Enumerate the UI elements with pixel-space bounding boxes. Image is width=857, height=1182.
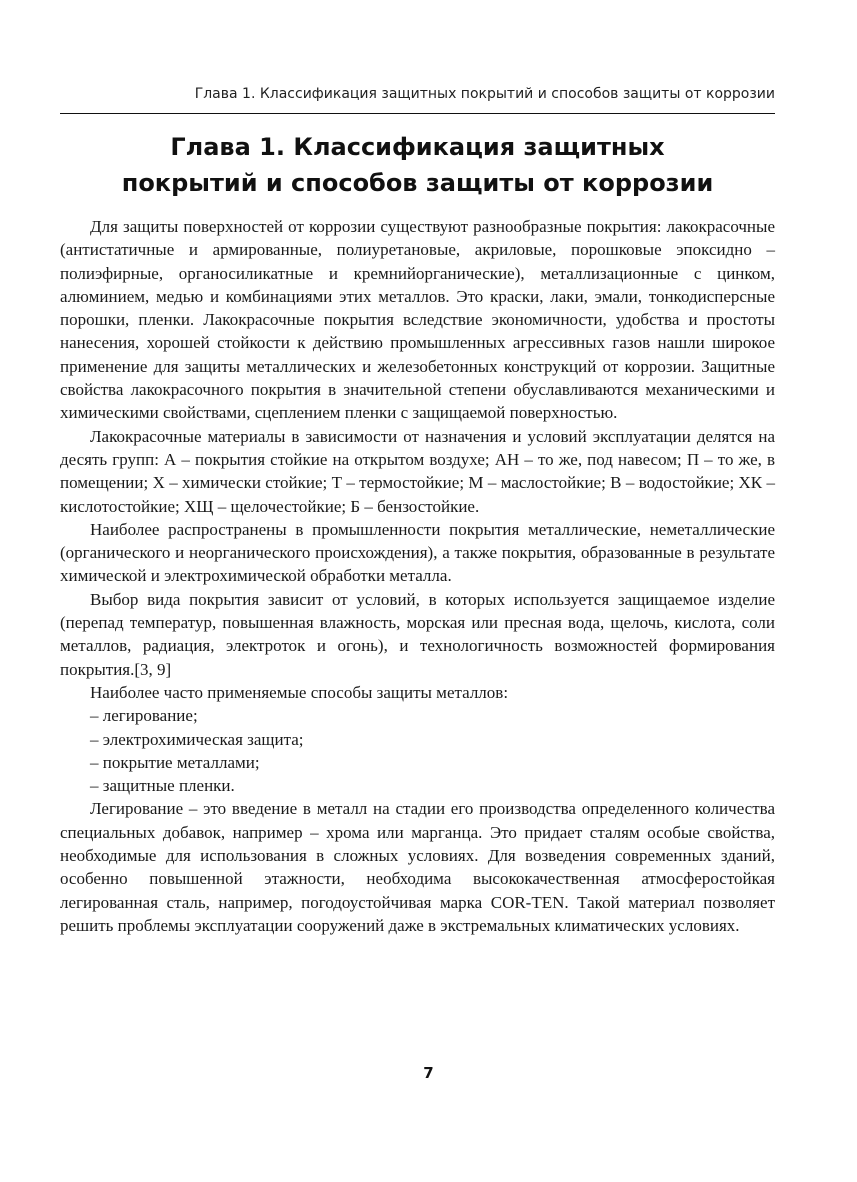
chapter-title-line-1: Глава 1. Классификация защитных bbox=[170, 133, 665, 161]
paragraph: Выбор вида покрытия зависит от условий, в которых используется защищаемое изделие (перепад температур, повышенная влажность, морская или пресная вода, щелочь, кислота, соли металлов, радиация, электроток и огонь), и технологичность возможностей формирования покрытия.[3, 9] bbox=[60, 589, 775, 679]
paragraph: Наиболее распространены в промышленности покрытия металлические, неметаллические (органического и неорганического происхождения), а также покрытия, образованные в результате химической и электрохимической обработки металла. bbox=[60, 519, 775, 586]
paragraph: Для защиты поверхностей от коррозии существуют разнообразные покрытия: лакокрасочные (антистатичные и армированные, полиуретановые, акриловые, порошковые эпоксидно – полиэфирные, органосиликатные и кремнийорганические), металлизационные с цинком, алюминием, медью и комбинациями этих металлов. Это краски, лаки, эмали, тонкодисперсные порошки, пленки. Лакокрасочные покрытия вследствие экономичности, удобства и простоты нанесения, хорошей стойкости к действию промышленных агрессивных газов нашли широкое применение для защиты металлических и железобетонных конструкций от коррозии. Защитные свойства лакокрасочного покрытия в значительной степени обуславливаются механическими и химическими свойствами, сцеплением пленки с защищаемой поверхностью. bbox=[60, 217, 775, 423]
paragraph: Легирование – это введение в металл на стадии его производства определенного количества специальных добавок, например – хрома или марганца. Это придает сталям особые свойства, необходимые для использования в сложных условиях. Для возведения современных зданий, особенно повышенной этажности, необходима высококачественная атмосферостойкая легированная сталь, например, погодоустойчивая марка COR-TEN. Такой материал позволяет решить проблемы эксплуатации сооружений даже в экстремальных климатических условиях. bbox=[60, 799, 775, 935]
body-text bbox=[60, 215, 775, 937]
paragraph: Лакокрасочные материалы в зависимости от назначения и условий эксплуатации делятся на десять групп: А – покрытия стойкие на открытом воздухе; АН – то же, под навесом; П – то же, в помещении; Х – химически стойкие; Т – термостойкие; М – маслостойкие; В – водостойкие; ХК – кислотостойкие; ХЩ – щелочестойкие; Б – бензостойкие. bbox=[60, 426, 775, 516]
list-item: – электрохимическая защита; bbox=[90, 729, 304, 749]
running-header: Глава 1. Классификация защитных покрытий и способов защиты от коррозии bbox=[194, 86, 775, 102]
list-item: – защитные пленки. bbox=[90, 776, 235, 796]
list-item: – легирование; bbox=[90, 706, 198, 726]
header-rule bbox=[60, 113, 775, 114]
paragraph: Наиболее часто применяемые способы защиты металлов: bbox=[90, 682, 509, 702]
page-number: 7 bbox=[423, 1064, 434, 1082]
list-item: – покрытие металлами; bbox=[90, 752, 260, 772]
chapter-title bbox=[60, 129, 775, 201]
methods-list bbox=[60, 704, 775, 797]
chapter-title-line-2: покрытий и способов защиты от коррозии bbox=[121, 169, 714, 197]
